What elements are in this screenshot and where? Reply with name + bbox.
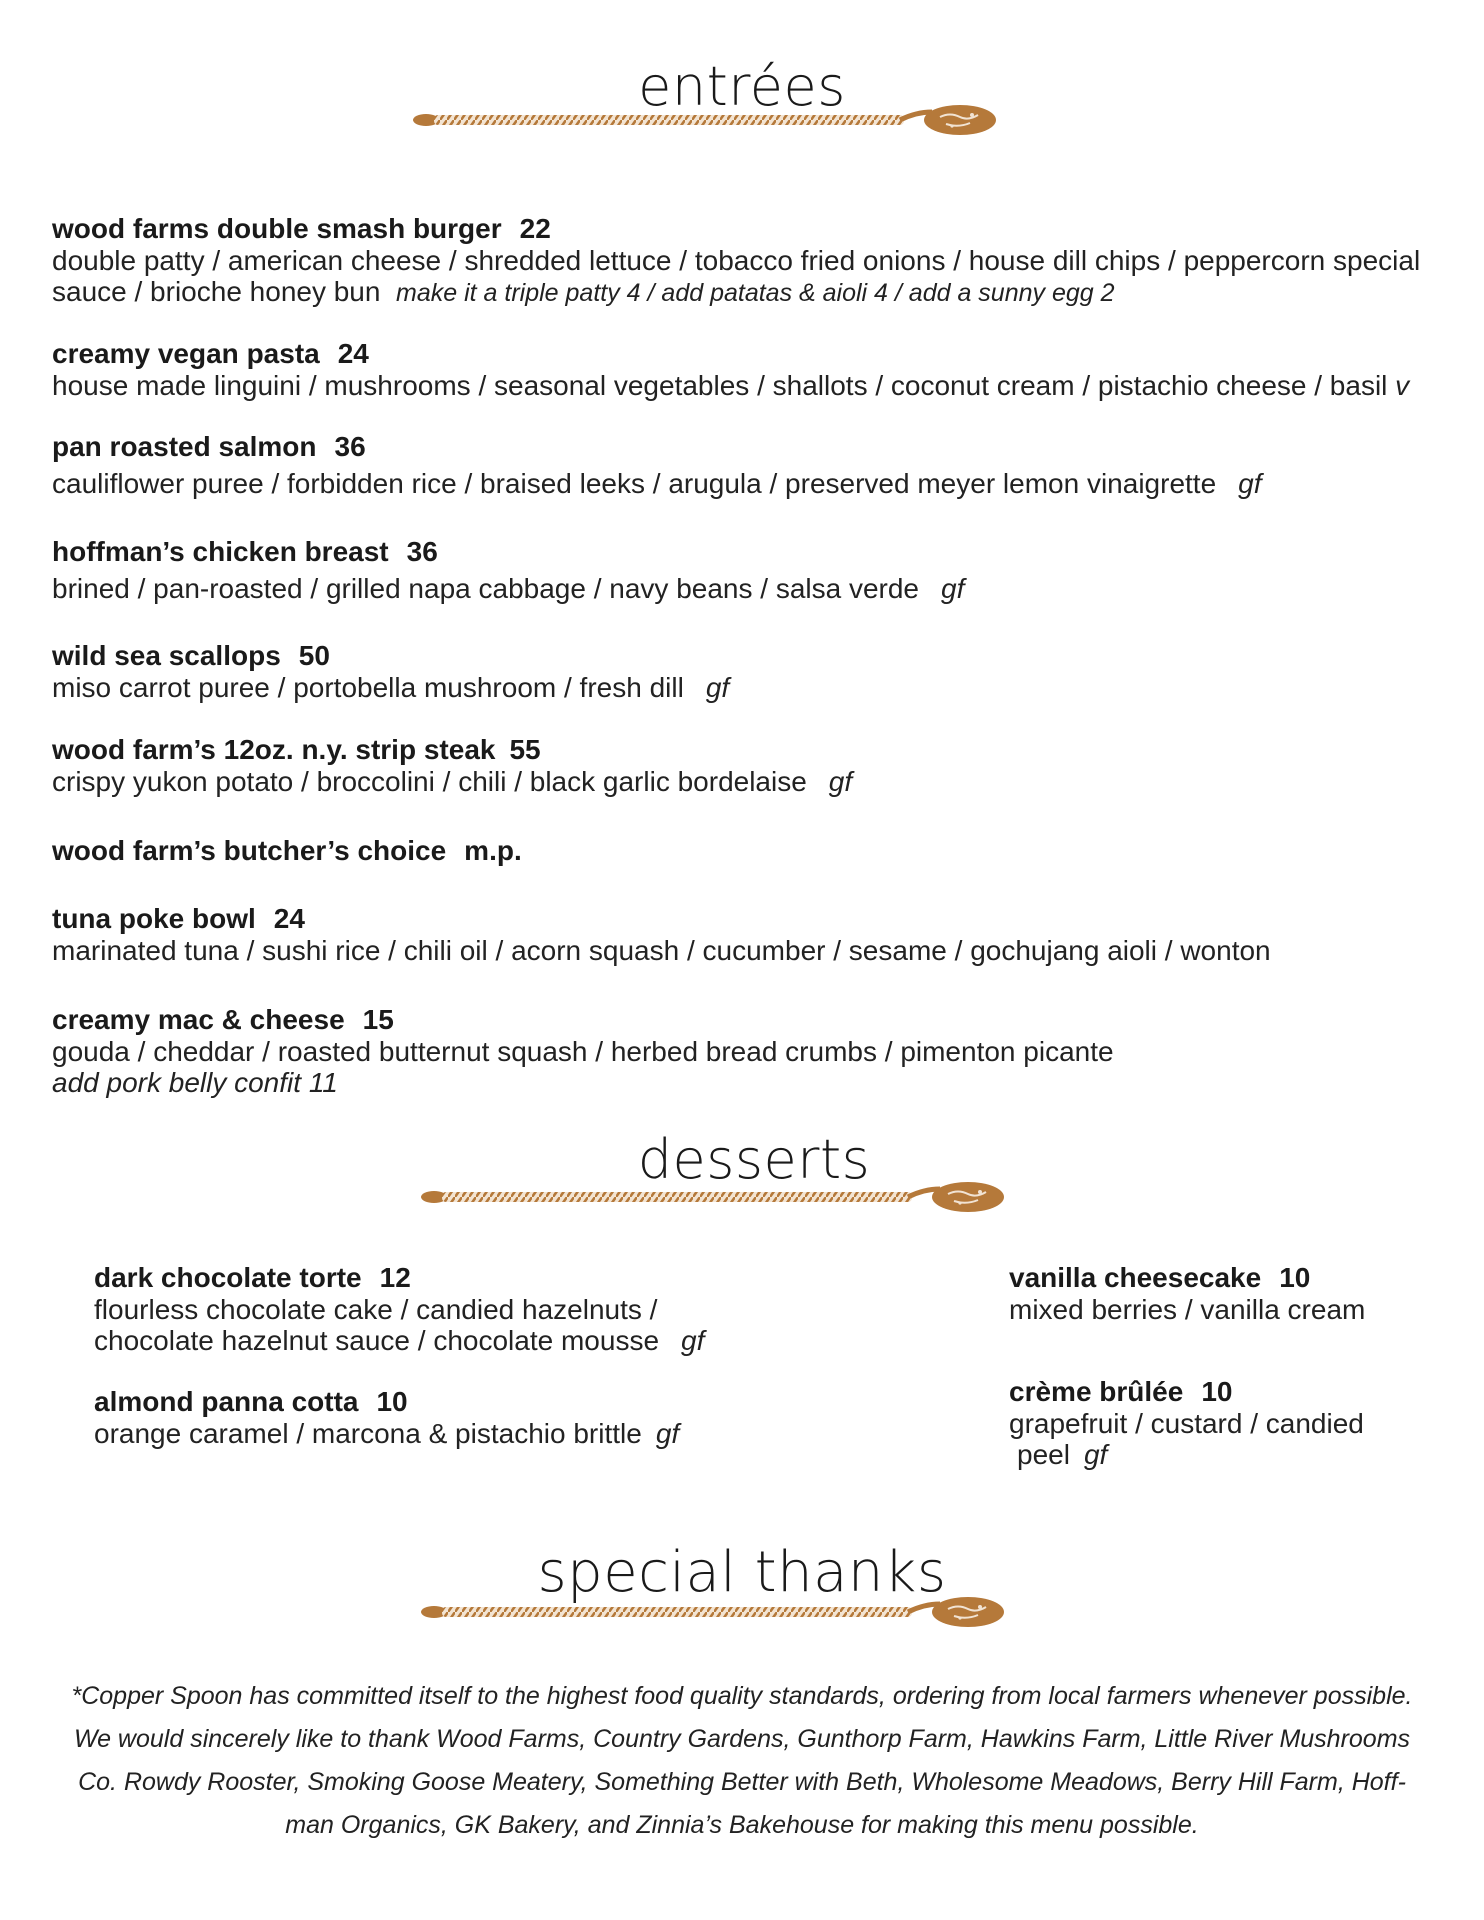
item-description: marinated tuna / sushi rice / chili oil / acorn squash / cucumber / sesame / gochujang aioli / wonton: [52, 935, 1271, 966]
item-name: wild sea scallops: [52, 640, 281, 671]
item-name: wood farm’s butcher’s choice: [52, 835, 447, 866]
item-price: 55: [509, 734, 541, 765]
item-price: 10: [376, 1386, 408, 1417]
item-price: 24: [273, 903, 305, 934]
item-addon-note: make it a triple patty 4 / add patatas & aioli 4 / add a sunny egg 2: [396, 279, 1115, 307]
menu-item: [52, 213, 1442, 309]
item-description: cauliflower puree / forbidden rice / braised leeks / arugula / preserved meyer lemon vinaigrette: [52, 468, 1217, 499]
menu-item: [52, 640, 1442, 703]
item-price: 22: [519, 213, 551, 244]
item-description: orange caramel / marcona & pistachio brittle: [94, 1418, 642, 1449]
diet-tag: gf: [655, 1418, 680, 1449]
item-price: 24: [337, 338, 369, 369]
diet-tag: v: [1395, 370, 1410, 401]
item-price: m.p.: [464, 835, 522, 866]
item-price: 50: [298, 640, 330, 671]
item-name: creamy mac & cheese: [52, 1004, 345, 1035]
item-name: dark chocolate torte: [94, 1262, 362, 1293]
diet-tag: gf: [1083, 1439, 1108, 1470]
entrees-heading: entrées: [638, 55, 846, 118]
item-price: 36: [406, 536, 438, 567]
item-description: brined / pan-roasted / grilled napa cabbage / navy beans / salsa verde: [52, 573, 920, 604]
diet-tag: gf: [828, 766, 853, 797]
special-thanks-text: [45, 1675, 1439, 1847]
menu-item: [52, 431, 1442, 499]
desserts-heading: desserts: [637, 1128, 871, 1191]
special-thanks-heading: special thanks: [537, 1540, 947, 1605]
spoon-divider-icon: [420, 1177, 1020, 1217]
item-description: mixed berries / vanilla cream: [1009, 1294, 1366, 1325]
thanks-line: Co. Rowdy Rooster, Smoking Goose Meatery, Something Better with Beth, Wholesome Meadows, Berry Hill Farm, Hoff-: [78, 1768, 1406, 1796]
item-price: 12: [379, 1262, 411, 1293]
menu-item: [52, 536, 1442, 604]
item-name: hoffman’s chicken breast: [52, 536, 389, 567]
item-name: wood farm’s 12oz. n.y. strip steak: [52, 734, 496, 765]
item-name: creamy vegan pasta: [52, 338, 320, 369]
item-description: chocolate hazelnut sauce / chocolate mousse: [94, 1325, 660, 1356]
item-description: grapefruit / custard / candied: [1009, 1408, 1364, 1439]
item-price: 10: [1279, 1262, 1311, 1293]
thanks-line: We would sincerely like to thank Wood Farms, Country Gardens, Gunthorp Farm, Hawkins Farm, Little River Mushrooms: [73, 1725, 1411, 1753]
menu-item: [52, 734, 1442, 797]
item-description: miso carrot puree / portobella mushroom / fresh dill: [52, 672, 684, 703]
item-name: tuna poke bowl: [52, 903, 256, 934]
item-description: gouda / cheddar / roasted butternut squash / herbed bread crumbs / pimenton picante: [52, 1036, 1114, 1067]
item-name: vanilla cheesecake: [1009, 1262, 1262, 1293]
item-addon-note: add pork belly confit 11: [52, 1067, 338, 1098]
item-description: house made linguini / mushrooms / seasonal vegetables / shallots / coconut cream / pistachio cheese / basil: [52, 370, 1388, 401]
item-price: 10: [1201, 1376, 1233, 1407]
item-name: crème brûlée: [1009, 1376, 1184, 1407]
item-name: pan roasted salmon: [52, 431, 317, 462]
menu-item: [52, 338, 1442, 401]
menu-item: [52, 835, 1442, 867]
diet-tag: gf: [705, 672, 730, 703]
item-price: 15: [362, 1004, 394, 1035]
spoon-divider-icon: [412, 100, 1012, 140]
dessert-item: [1009, 1262, 1449, 1325]
dessert-item: [1009, 1376, 1449, 1470]
dessert-item: [94, 1262, 744, 1356]
dessert-item: [94, 1386, 744, 1449]
diet-tag: gf: [1238, 468, 1262, 499]
thanks-line: *Copper Spoon has committed itself to the highest food quality standards, ordering from local farmers whenever possible.: [71, 1682, 1413, 1710]
item-name: wood farms double smash burger: [52, 213, 502, 244]
item-description: crispy yukon potato / broccolini / chili / black garlic bordelaise: [52, 766, 807, 797]
item-price: 36: [334, 431, 366, 462]
menu-item: [52, 1004, 1442, 1098]
thanks-line: man Organics, GK Bakery, and Zinnia’s Bakehouse for making this menu possible.: [285, 1811, 1199, 1839]
diet-tag: gf: [941, 573, 965, 604]
item-description: peel: [1017, 1439, 1070, 1470]
diet-tag: gf: [681, 1325, 705, 1356]
item-description: flourless chocolate cake / candied hazelnuts /: [94, 1294, 658, 1325]
spoon-divider-icon: [420, 1592, 1020, 1632]
item-description: double patty / american cheese / shredded lettuce / tobacco fried onions / house dill chips / peppercorn special sauce / brioche honey bun: [52, 245, 1421, 307]
menu-item: [52, 903, 1442, 966]
item-name: almond panna cotta: [94, 1386, 359, 1417]
